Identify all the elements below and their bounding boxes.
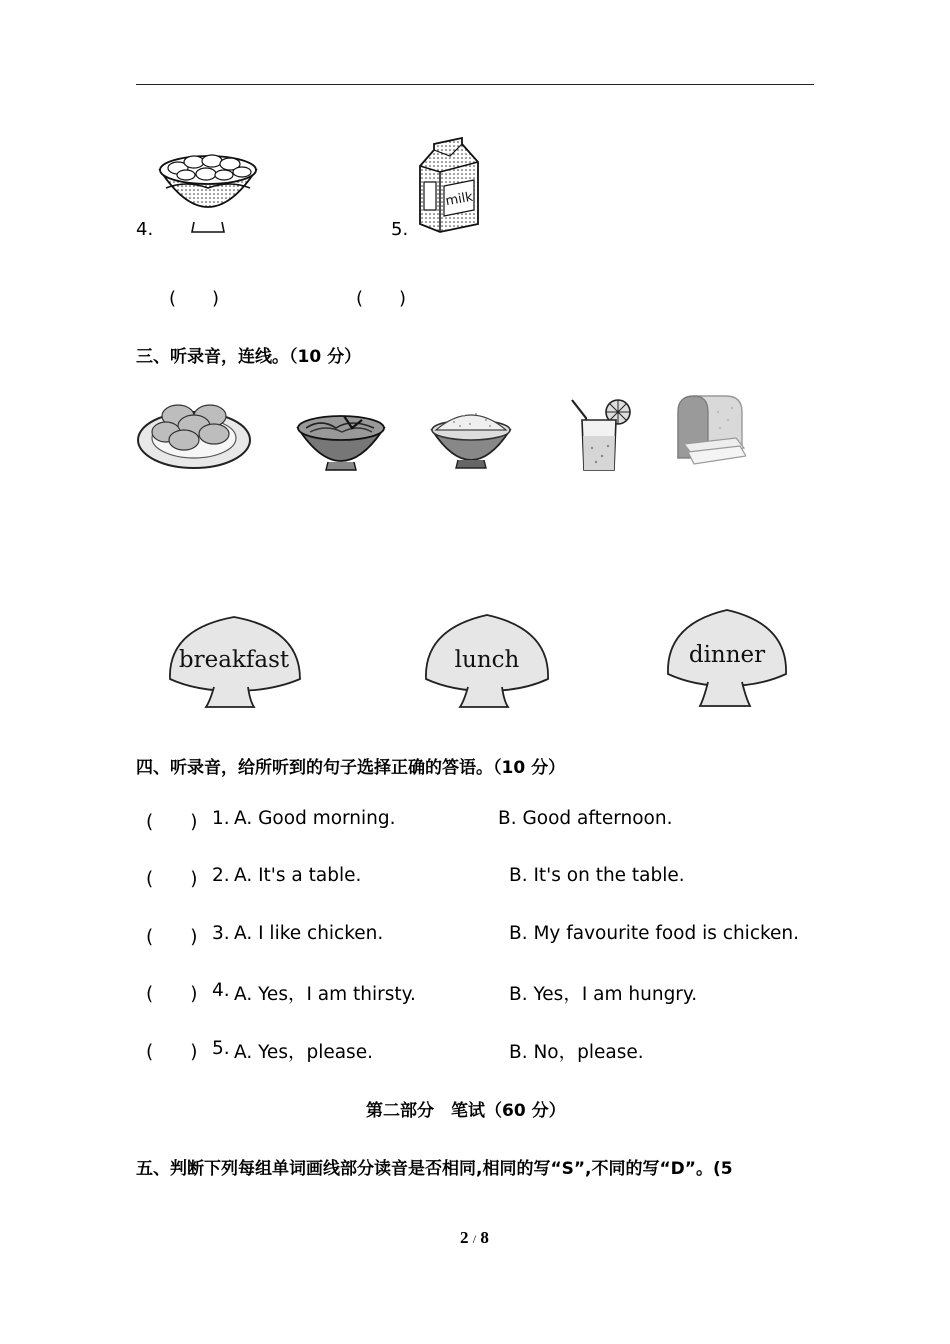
option-b: B. It's on the table. — [509, 865, 685, 886]
question-number: 4. — [212, 980, 230, 1001]
item-number-5: 5. — [391, 219, 409, 240]
question-number: 1. — [212, 808, 230, 829]
question-number: 5. — [212, 1038, 230, 1059]
current-page: 2 — [460, 1228, 469, 1247]
section-5-title: 五、判断下列每组单词画线部分读音是否相同,相同的写“S”,不同的写“D”。(5 — [136, 1159, 733, 1179]
option-b: B. No，please. — [509, 1042, 644, 1063]
header-rule — [136, 84, 814, 85]
answer-paren[interactable]: ( ) — [146, 812, 198, 833]
dumpling-bowl-icon — [156, 148, 260, 234]
mushroom-dinner[interactable] — [662, 604, 792, 712]
answer-paren[interactable]: ( ) — [146, 1042, 198, 1063]
milk-carton-label: milk — [444, 189, 475, 210]
question-number: 2. — [212, 865, 230, 886]
answer-paren-4[interactable]: ( ) — [169, 288, 220, 309]
mushroom-label-dinner: dinner — [688, 642, 766, 668]
mushroom-label-lunch: lunch — [454, 647, 520, 673]
mushroom-label-breakfast: breakfast — [178, 647, 290, 673]
option-a: A. Good morning. — [234, 808, 396, 829]
total-pages: 8 — [480, 1228, 489, 1247]
mushroom-breakfast[interactable] — [162, 607, 306, 713]
bread-loaf-icon — [674, 392, 746, 470]
section-3-title: 三、听录音，连线。（10 分） — [136, 347, 362, 367]
option-a: A. Yes，please. — [234, 1042, 373, 1063]
rice-bowl-icon — [430, 400, 512, 470]
question-number: 3. — [212, 923, 230, 944]
milk-carton-icon — [416, 136, 482, 234]
part-2-heading: 第二部分 笔试（60 分） — [366, 1101, 566, 1121]
option-a: A. I like chicken. — [234, 923, 384, 944]
page-separator: / — [472, 1232, 477, 1246]
item-number-4: 4. — [136, 219, 154, 240]
eggs-plate-icon — [136, 398, 254, 470]
option-b: B. Good afternoon. — [498, 808, 673, 829]
juice-glass-icon — [568, 396, 634, 474]
option-b: B. Yes，I am hungry. — [509, 984, 698, 1005]
option-a: A. It's a table. — [234, 865, 362, 886]
option-a: A. Yes，I am thirsty. — [234, 984, 416, 1005]
mushroom-lunch[interactable] — [420, 607, 554, 713]
page-number — [460, 1228, 489, 1248]
option-b: B. My favourite food is chicken. — [509, 923, 800, 944]
section-4-title: 四、听录音，给所听到的句子选择正确的答语。（10 分） — [136, 758, 566, 778]
answer-paren[interactable]: ( ) — [146, 927, 198, 948]
noodles-bowl-icon — [296, 408, 386, 472]
answer-paren-5[interactable]: ( ) — [356, 288, 407, 309]
answer-paren[interactable]: ( ) — [146, 984, 198, 1005]
answer-paren[interactable]: ( ) — [146, 869, 198, 890]
